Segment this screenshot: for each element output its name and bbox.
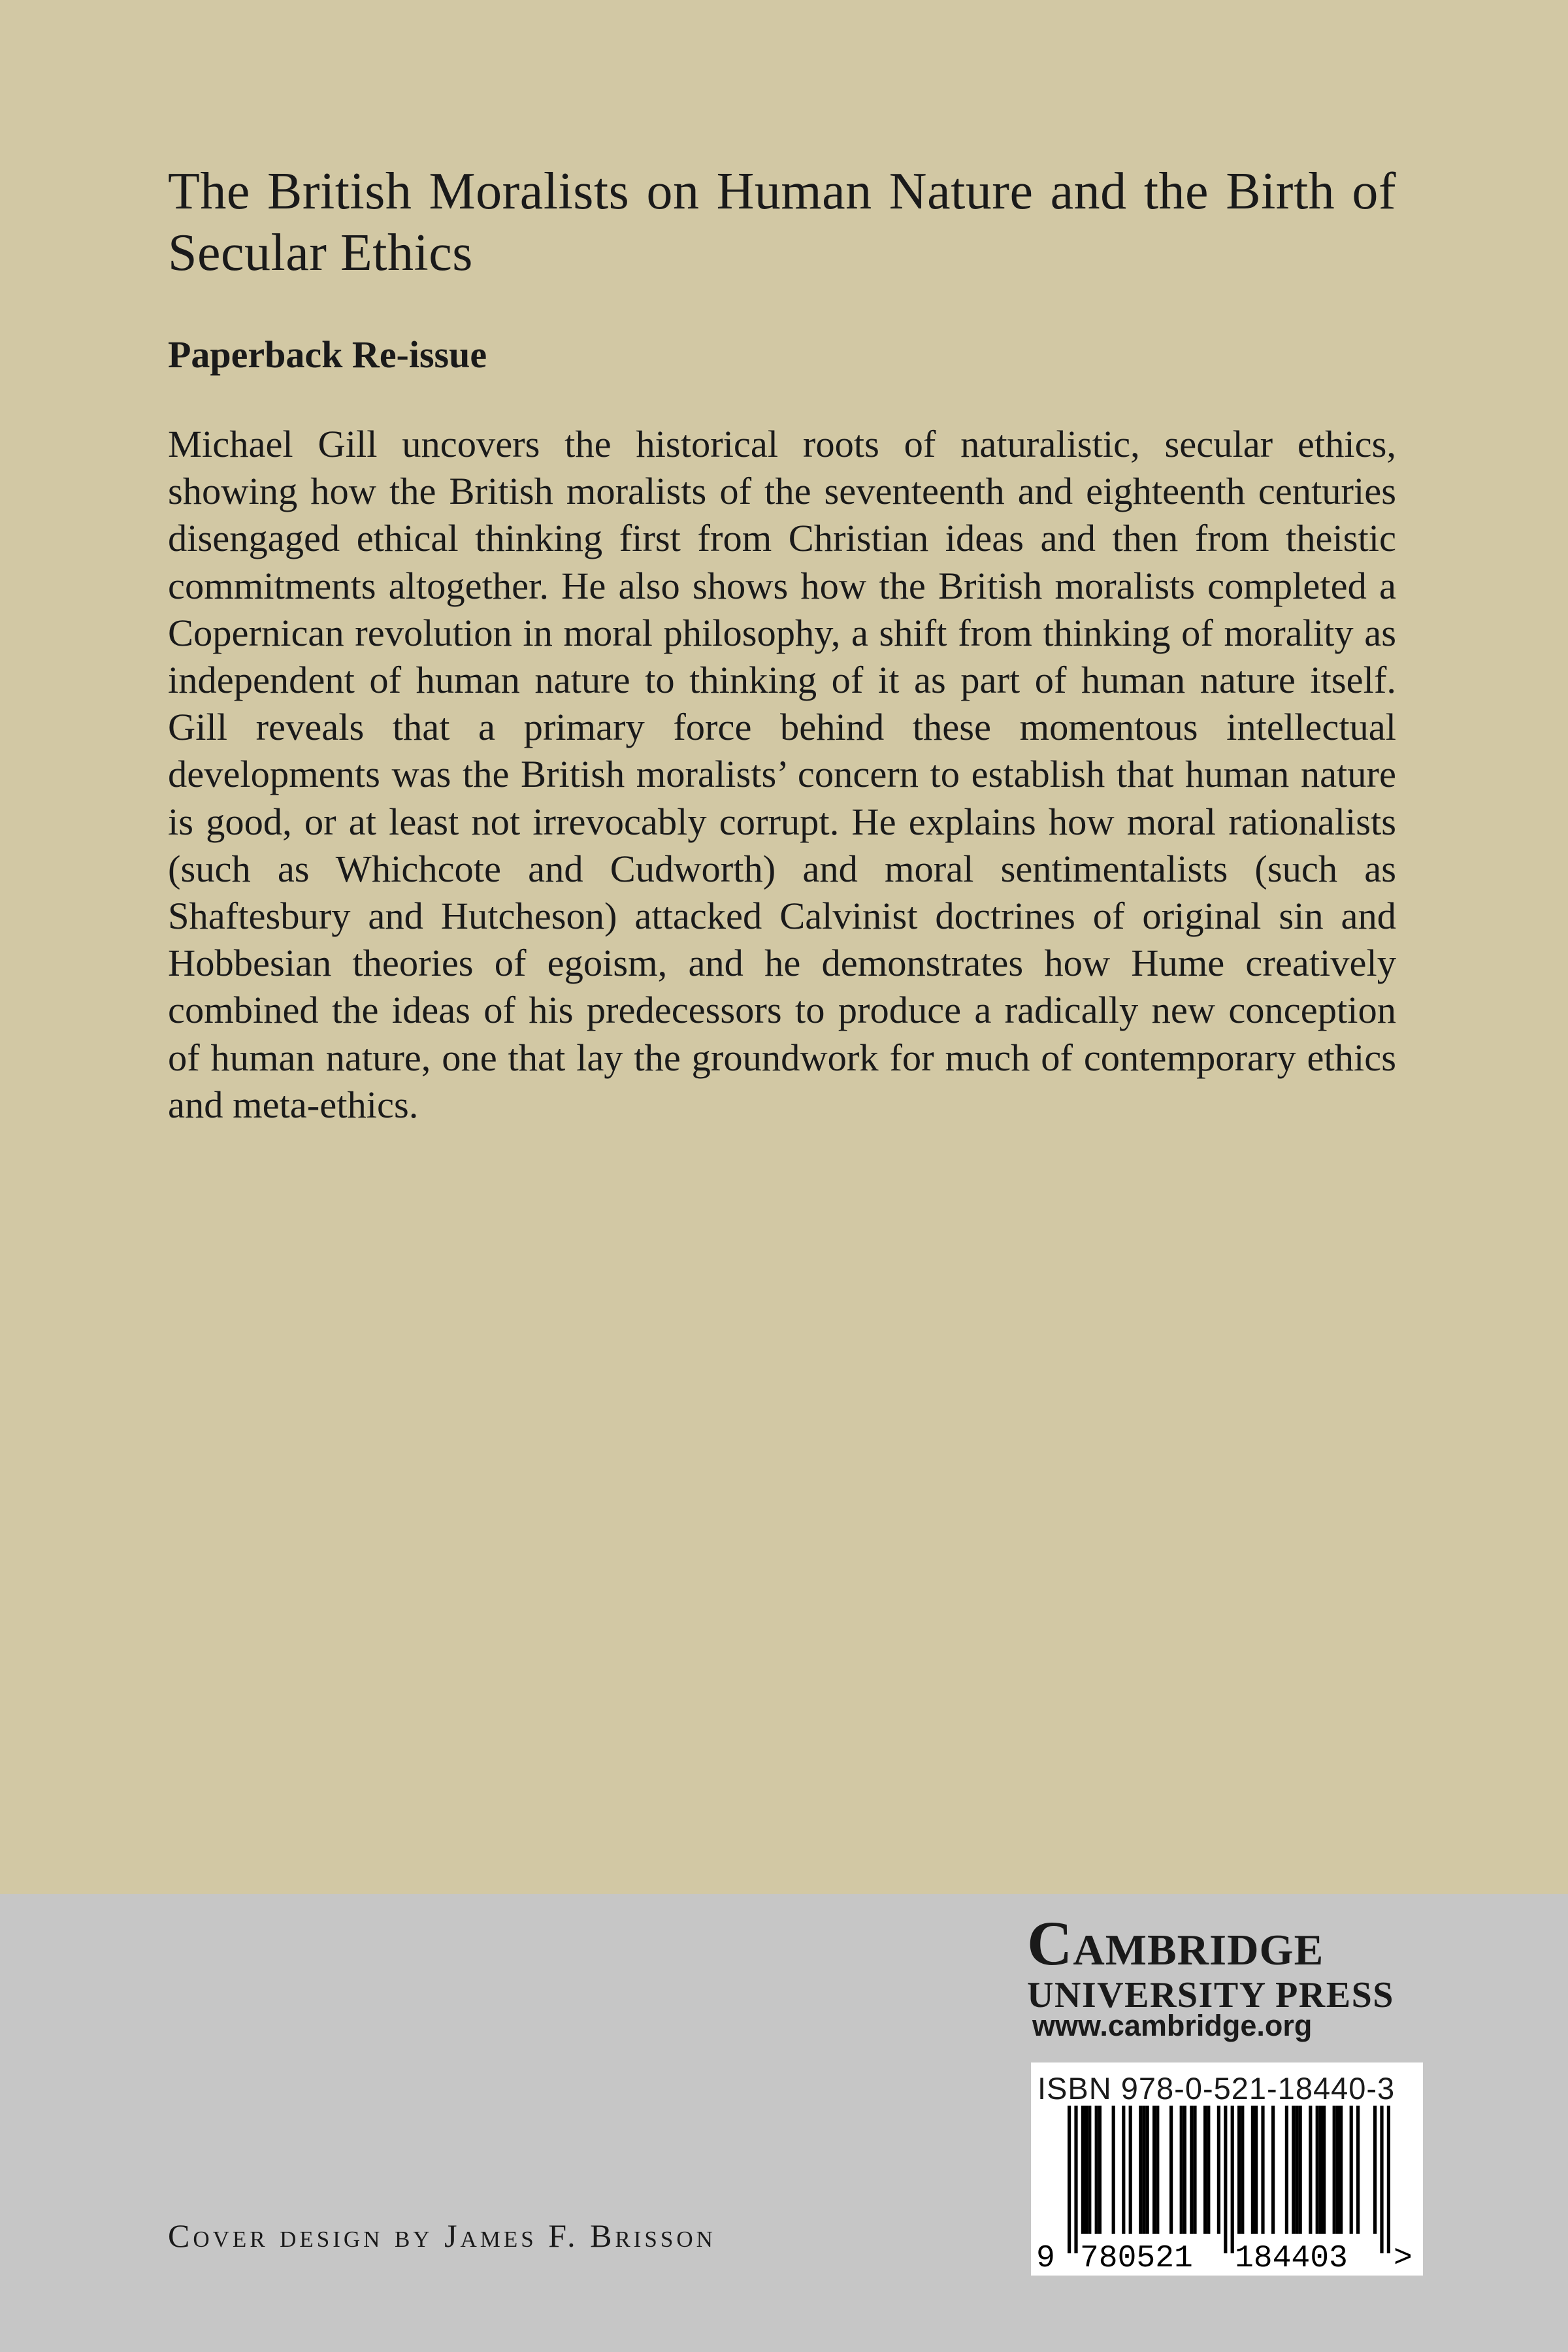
barcode-bar [1129, 2106, 1132, 2234]
barcode-bar [1193, 2106, 1196, 2234]
barcode-bar [1095, 2106, 1098, 2234]
barcode-bar [1122, 2106, 1125, 2234]
publisher-logo [1027, 1910, 1426, 2015]
barcode-bar [1356, 2106, 1360, 2234]
barcode-bar [1207, 2106, 1210, 2234]
barcode-bar [1237, 2106, 1241, 2234]
barcode-bar [1081, 2106, 1085, 2234]
barcode-bar [1387, 2106, 1390, 2253]
barcode-bar [1156, 2106, 1159, 2234]
barcode-right-digits: 184403 [1235, 2241, 1348, 2276]
barcode-bar [1261, 2106, 1264, 2234]
barcode-image [1031, 2062, 1423, 2276]
barcode-bar [1224, 2106, 1227, 2253]
barcode-bars [1068, 2106, 1390, 2253]
barcode-bar [1339, 2106, 1343, 2234]
barcode-bar [1336, 2106, 1339, 2234]
barcode-bar [1333, 2106, 1336, 2234]
barcode-bar [1322, 2106, 1326, 2234]
barcode-left-digits: 780521 [1080, 2241, 1193, 2276]
barcode-bar [1299, 2106, 1302, 2234]
edition-label: Paperback Re-issue [168, 333, 487, 376]
barcode-bar [1217, 2106, 1220, 2234]
barcode-bar [1203, 2106, 1207, 2234]
barcode-bar [1285, 2106, 1288, 2234]
barcode-bar [1139, 2106, 1142, 2234]
isbn-label: ISBN 978-0-521-18440-3 [1037, 2071, 1396, 2106]
barcode-bar [1295, 2106, 1298, 2234]
barcode-bar [1251, 2106, 1254, 2234]
barcode-bar [1068, 2106, 1071, 2253]
barcode-bar [1074, 2106, 1077, 2253]
barcode-bar [1098, 2106, 1102, 2234]
publisher-name: Cambridge [1027, 1908, 1324, 1978]
barcode-bar [1309, 2106, 1312, 2234]
barcode-bar [1373, 2106, 1377, 2234]
barcode-bar [1146, 2106, 1149, 2234]
barcode-bar [1169, 2106, 1173, 2234]
barcode-bar [1271, 2106, 1275, 2234]
barcode-bar [1152, 2106, 1156, 2234]
barcode-bar [1319, 2106, 1322, 2234]
barcode-bar [1254, 2106, 1258, 2234]
barcode-bar [1380, 2106, 1383, 2253]
barcode-bar [1085, 2106, 1088, 2234]
cover-design-credit: Cover design by James F. Brisson [168, 2217, 716, 2254]
barcode-bar [1088, 2106, 1091, 2234]
book-title: The British Moralists on Human Nature and the Birth of Secular Ethics [168, 163, 1396, 282]
barcode-bar [1241, 2106, 1244, 2234]
barcode-bar [1183, 2106, 1186, 2234]
barcode-bar [1142, 2106, 1145, 2234]
publisher-subname: UNIVERSITY PRESS [1027, 1975, 1394, 2015]
barcode-lead-digit: 9 [1036, 2241, 1055, 2276]
barcode-bar [1112, 2106, 1115, 2234]
barcode-bar [1231, 2106, 1234, 2253]
barcode-bar [1292, 2106, 1295, 2234]
barcode-end-mark: > [1394, 2241, 1413, 2276]
publisher-url: www.cambridge.org [1032, 2009, 1313, 2042]
barcode-bar [1350, 2106, 1353, 2234]
barcode-bar [1316, 2106, 1319, 2234]
barcode-panel [1031, 2062, 1423, 2276]
book-description: Michael Gill uncovers the historical roots of naturalistic, secular ethics, showing how the British moralists of the seventeenth and eighteenth centuries disengaged ethical thinking first from Christian ideas and then from theistic commitments altogether. He also shows how the British moralists completed a Copernican revolution in moral philosophy, a shift from thinking of morality as independent of human nature to thinking of it as part of human nature itself. Gill reveals that a primary force behind these momentous intellectual developments was the British moralists’ concern to establish that human nature is good, or at least not irrevocably corrupt. He explains how moral rationalists (such as Whichcote and Cudworth) and moral sentimentalists (such as Shaftesbury and Hutcheson) attacked Calvinist doctrines of original sin and Hobbesian theories of egoism, and he demonstrates how Hume creatively combined the ideas of his predecessors to produce a radically new conception of human nature, one that lay the groundwork for much of contemporary ethics and meta-ethics. [168, 423, 1396, 1126]
barcode-bar [1180, 2106, 1183, 2234]
barcode-bar [1190, 2106, 1193, 2234]
